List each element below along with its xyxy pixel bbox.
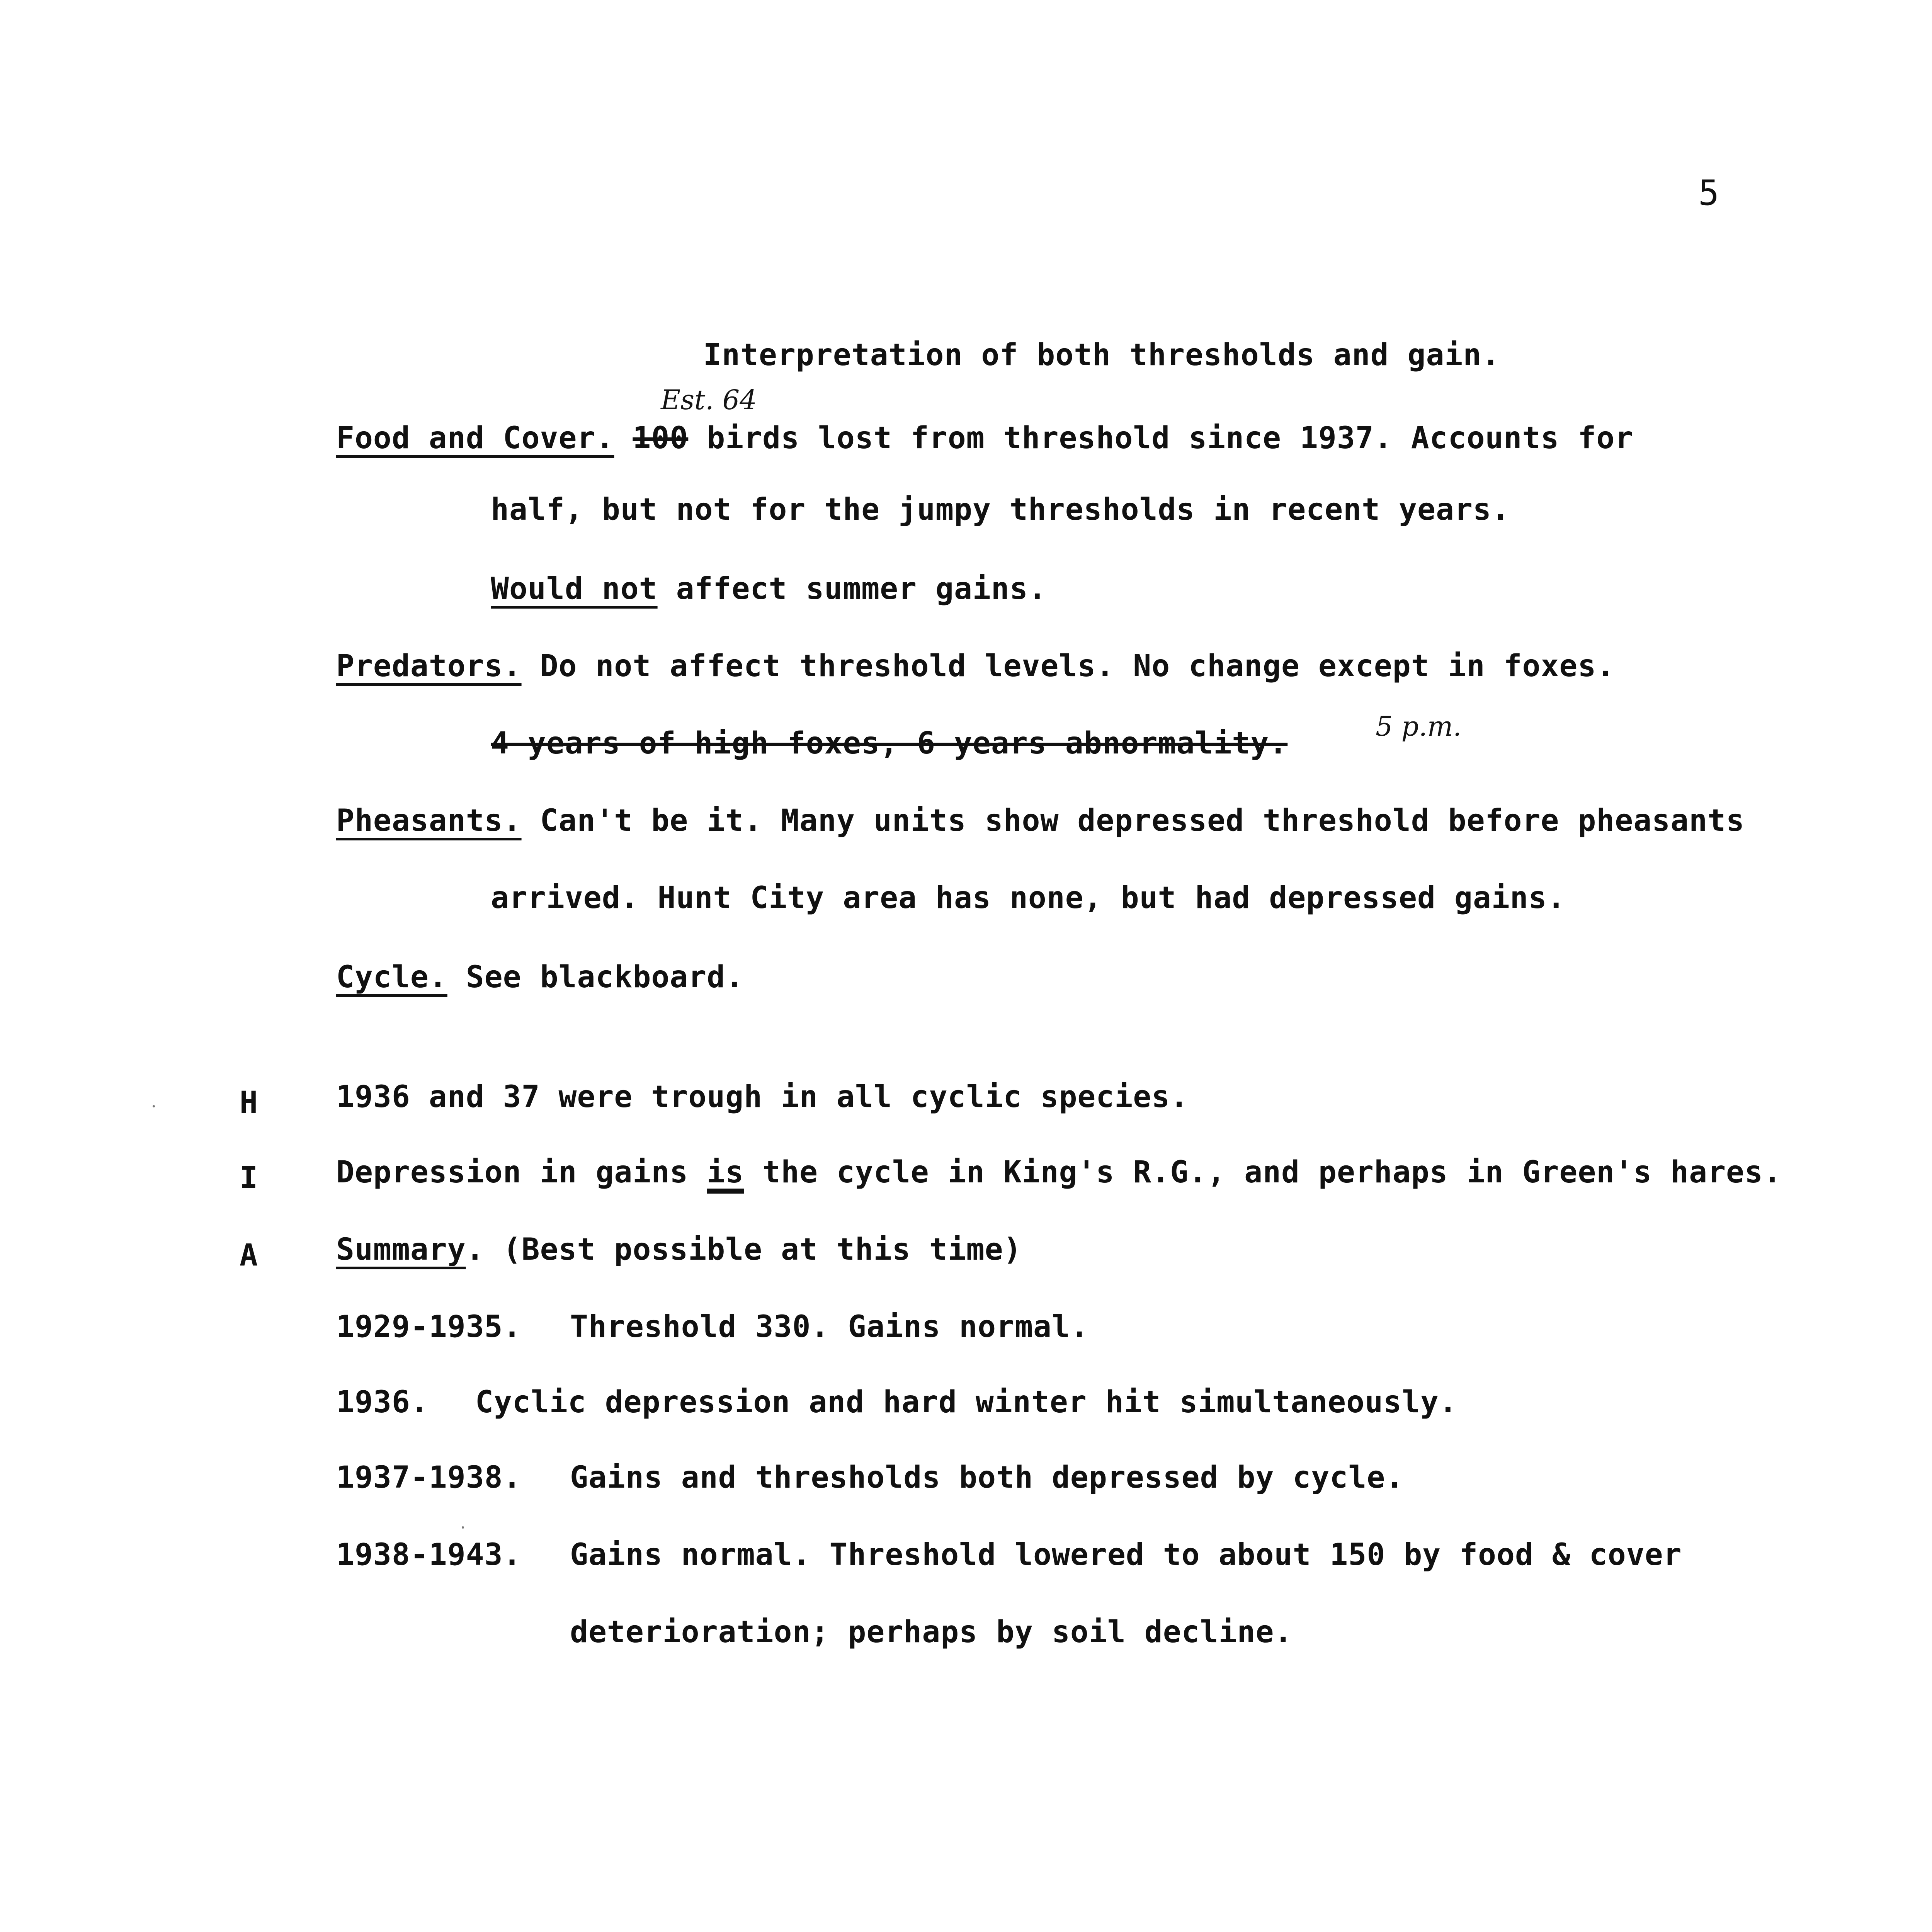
cycle-label: Cycle. [336, 960, 447, 995]
summary-text: Gains normal. Threshold lowered to about 150 by food & cover [570, 1537, 1682, 1572]
summary-heading [336, 1232, 1022, 1267]
food-cover-line-3 [491, 571, 1047, 606]
margin-letter-h: H [240, 1085, 258, 1120]
cycle-text: See blackboard. [466, 960, 744, 995]
scan-speck [153, 1105, 155, 1107]
margin-letter-i: I [240, 1161, 258, 1196]
depression-statement: Depression in gains is the cycle in King's R.G., and perhaps in Green's hares. [336, 1155, 1782, 1190]
food-cover-line-2: half, but not for the jumpy thresholds in recent years. [491, 492, 1510, 527]
summary-period: 1936. [336, 1385, 429, 1420]
summary-text: Threshold 330. Gains normal. [570, 1310, 1089, 1344]
summary-text: Gains and thresholds both depressed by cycle. [570, 1460, 1404, 1495]
summary-text: Cyclic depression and hard winter hit simultaneously. [475, 1385, 1458, 1420]
food-cover-line-1 [336, 421, 1634, 456]
summary-label: Summary [336, 1232, 466, 1267]
pheasants-text: Can't be it. Many units show depressed threshold before pheasants [540, 803, 1745, 838]
struck-number: 100 [633, 421, 689, 456]
predators-label: Predators. [336, 649, 522, 684]
handwritten-estimate: Est. 64 [661, 384, 757, 416]
page-title: Interpretation of both thresholds and gain. [703, 338, 1500, 372]
summary-note: . (Best possible at this time) [466, 1232, 1022, 1267]
handwritten-time-note: 5 p.m. [1376, 711, 1462, 742]
margin-letter-a: A [240, 1238, 258, 1273]
summary-period: 1938-1943. [336, 1537, 522, 1572]
summary-period: 1937-1938. [336, 1460, 522, 1495]
scan-speck [462, 1526, 464, 1529]
would-not-emphasis: Would not [491, 571, 658, 606]
page-number: 5 [1698, 173, 1720, 213]
summary-continuation: deterioration; perhaps by soil decline. [570, 1615, 1293, 1650]
pheasants-line-1 [336, 803, 1745, 838]
struck-foxes-line: 4 years of high foxes, 6 years abnormality. [491, 726, 1288, 761]
pheasants-label: Pheasants. [336, 803, 522, 838]
summary-period: 1929-1935. [336, 1310, 522, 1344]
is-emphasis: is [707, 1155, 744, 1190]
predators-line-1 [336, 649, 1615, 684]
cycle-line [336, 960, 744, 995]
food-cover-label: Food and Cover. [336, 421, 614, 456]
trough-statement: 1936 and 37 were trough in all cyclic species. [336, 1080, 1189, 1114]
predators-text: Do not affect threshold levels. No change except in foxes. [540, 649, 1615, 684]
food-cover-line-3-text: affect summer gains. [676, 571, 1047, 606]
food-cover-text: birds lost from threshold since 1937. Accounts for [707, 421, 1634, 456]
pheasants-line-2: arrived. Hunt City area has none, but had depressed gains. [491, 881, 1566, 915]
